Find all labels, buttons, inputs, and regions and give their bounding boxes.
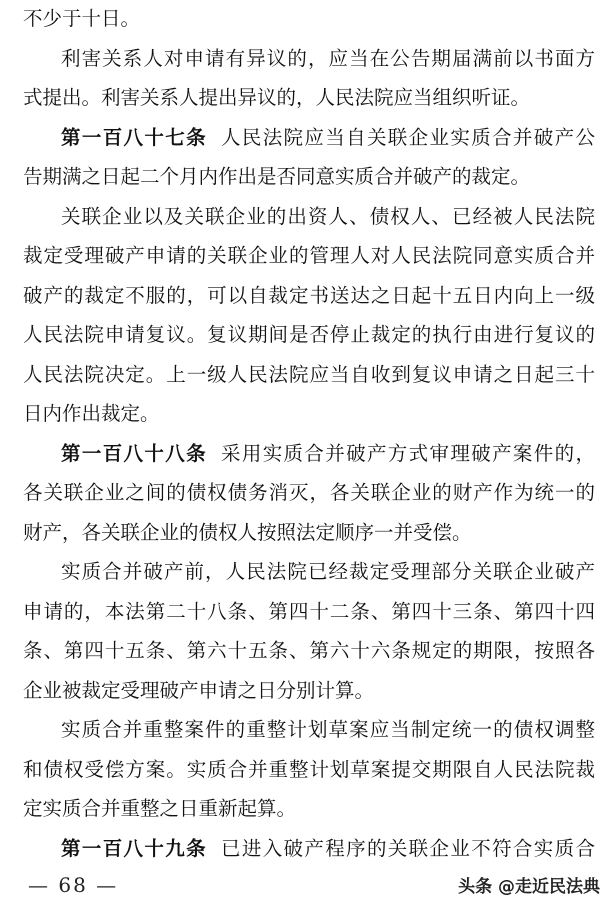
line-05: 告期满之日起二个月内作出是否同意实质合并破产的裁定。 xyxy=(23,165,531,188)
article-heading: 第一百八十八条 xyxy=(61,442,207,465)
article-text: 已进入破产程序的关联企业不符合实质合 xyxy=(220,837,595,860)
line-20: 和债权受偿方案。实质合并重整计划草案提交期限自人民法院裁 xyxy=(23,758,595,781)
line-18: 企业被裁定受理破产申请之日分别计算。 xyxy=(23,679,375,702)
article-heading: 第一百八十七条 xyxy=(61,126,207,149)
line-13: 各关联企业之间的债权债务消灭，各关联企业的财产作为统一的 xyxy=(23,481,595,504)
line-19: 实质合并重整案件的重整计划草案应当制定统一的债权调整 xyxy=(61,718,595,741)
line-07: 裁定受理破产申请的关联企业的管理人对人民法院同意实质合并 xyxy=(23,244,595,267)
line-14: 财产，各关联企业的债权人按照法定顺序一并受偿。 xyxy=(23,521,472,544)
article-heading: 第一百八十九条 xyxy=(61,837,207,860)
line-17: 条、第四十五条、第六十五条、第六十六条规定的期限，按照各 xyxy=(23,639,595,662)
line-09: 人民法院申请复议。复议期间是否停止裁定的执行由进行复议的 xyxy=(23,323,595,346)
line-10: 人民法院决定。上一级人民法院应当自收到复议申请之日起三十 xyxy=(23,363,595,386)
line-22 xyxy=(61,836,595,862)
line-16: 申请的，本法第二十八条、第四十二条、第四十三条、第四十四 xyxy=(23,600,595,623)
article-text: 采用实质合并破产方式审理破产案件的， xyxy=(220,442,595,465)
line-11: 日内作出裁定。 xyxy=(23,402,160,425)
watermark-text: 头条 @走近民法典 xyxy=(458,877,600,897)
article-text: 人民法院应当自关联企业实质合并破产公 xyxy=(220,126,595,149)
line-21: 定实质合并重整之日重新起算。 xyxy=(23,797,297,820)
page-number: — 68 — xyxy=(28,873,119,897)
line-06: 关联企业以及关联企业的出资人、债权人、已经被人民法院 xyxy=(61,205,595,228)
watermark xyxy=(458,872,600,897)
line-03: 式提出。利害关系人提出异议的，人民法院应当组织听证。 xyxy=(23,86,531,109)
line-01: 不少于十日。 xyxy=(23,7,141,30)
line-02: 利害关系人对申请有异议的，应当在公告期届满前以书面方 xyxy=(61,47,595,70)
line-04 xyxy=(61,125,595,151)
line-12 xyxy=(61,441,595,467)
line-15: 实质合并破产前，人民法院已经裁定受理部分关联企业破产 xyxy=(61,560,595,583)
line-08: 破产的裁定不服的，可以自裁定书送达之日起十五日内向上一级 xyxy=(23,284,595,307)
